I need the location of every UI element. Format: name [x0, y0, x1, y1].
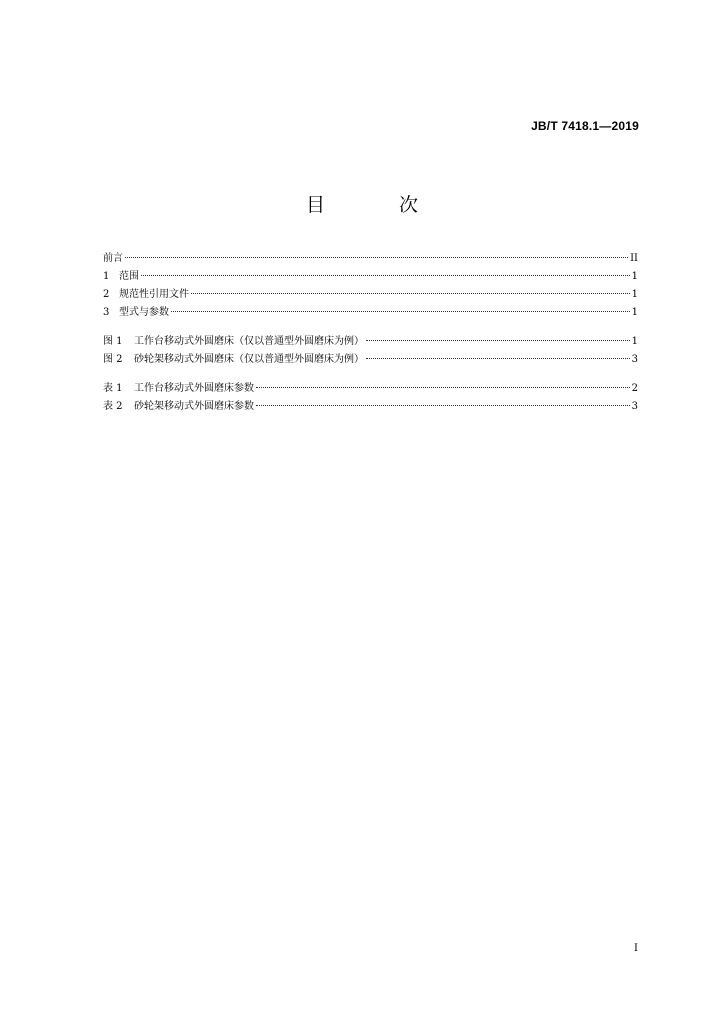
- toc-entry-number: 3: [103, 307, 110, 318]
- toc-entry-page: 1: [631, 307, 638, 318]
- toc-entry-types-and-parameters[interactable]: [103, 304, 638, 322]
- dot-leader: [125, 257, 628, 258]
- toc-entry-page: 3: [631, 401, 638, 412]
- table-of-contents: [103, 250, 638, 427]
- standard-number: JB/T 7418.1—2019: [531, 119, 639, 133]
- dot-leader: [366, 340, 630, 341]
- toc-entry-number: 2: [103, 289, 110, 300]
- toc-entry-number: 图 2: [103, 354, 123, 365]
- dot-leader: [171, 311, 630, 312]
- toc-entry-page: 1: [631, 336, 638, 347]
- toc-entry-number: 1: [103, 271, 110, 282]
- toc-entry-page: 2: [631, 383, 638, 394]
- toc-entry-number: 图 1: [103, 336, 123, 347]
- dot-leader: [256, 405, 630, 406]
- toc-entry-figure-1[interactable]: [103, 333, 638, 351]
- toc-entry-normative-references[interactable]: [103, 286, 638, 304]
- toc-entry-figure-2[interactable]: [103, 351, 638, 369]
- toc-entry-label: 前言: [103, 253, 123, 264]
- toc-entry-label: 砂轮架移动式外圆磨床参数: [134, 401, 254, 412]
- toc-entry-number: 表 1: [103, 383, 123, 394]
- dot-leader: [366, 358, 630, 359]
- toc-entry-scope[interactable]: [103, 268, 638, 286]
- dot-leader: [256, 387, 630, 388]
- toc-figures: [103, 333, 638, 369]
- dot-leader: [191, 293, 630, 294]
- toc-entry-label: 砂轮架移动式外圆磨床（仅以普通型外圆磨床为例）: [134, 354, 364, 365]
- toc-entry-page: II: [630, 253, 638, 264]
- toc-entry-table-1[interactable]: [103, 380, 638, 398]
- toc-entry-table-2[interactable]: [103, 398, 638, 416]
- toc-entry-page: 1: [631, 271, 638, 282]
- toc-entry-label: 范围: [119, 271, 139, 282]
- toc-entry-number: 表 2: [103, 401, 123, 412]
- toc-entry-label: 型式与参数: [119, 307, 169, 318]
- toc-entry-label: 工作台移动式外圆磨床（仅以普通型外圆磨床为例）: [134, 336, 364, 347]
- page-number: I: [634, 943, 638, 954]
- toc-entry-page: 1: [631, 289, 638, 300]
- toc-entry-label: 规范性引用文件: [119, 289, 189, 300]
- toc-tables: [103, 380, 638, 416]
- dot-leader: [141, 275, 630, 276]
- toc-entry-label: 工作台移动式外圆磨床参数: [134, 383, 254, 394]
- toc-sections: [103, 250, 638, 322]
- toc-entry-page: 3: [631, 354, 638, 365]
- toc-entry-foreword[interactable]: [103, 250, 638, 268]
- page-title: 目 次: [305, 194, 453, 216]
